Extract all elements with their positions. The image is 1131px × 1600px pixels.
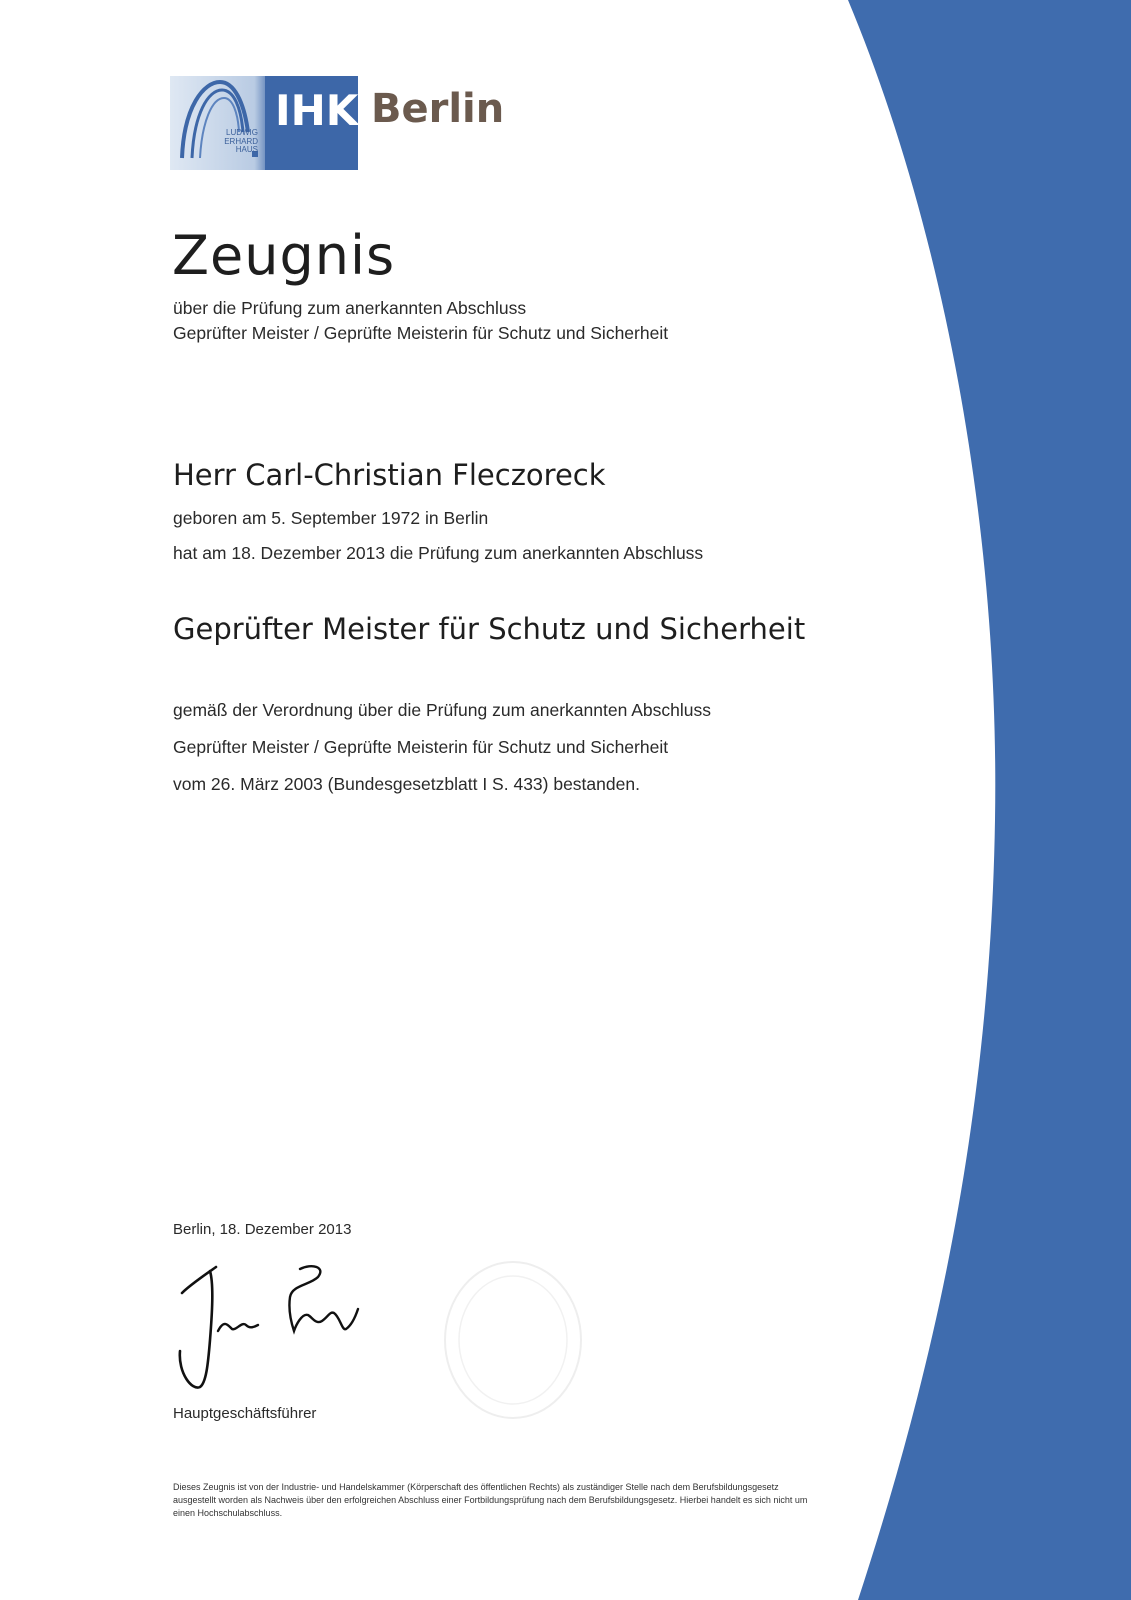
logo-ihk-text: IHK bbox=[275, 86, 359, 135]
ihk-berlin-logo bbox=[170, 76, 505, 170]
logo-house-label bbox=[222, 129, 258, 155]
legal-footnote: Dieses Zeugnis ist von der Industrie- und Handelskammer (Körperschaft des öffentlichen Rechts) als zuständiger Stelle nach dem Berufsbildungsgesetz ausgestellt worden als Nachweis über den erfolgreichen Abschluss einer Fortbildungsprüfung nach dem Berufsbildungsgesetz. Hierbei handelt es sich nicht um einen Hochschulabschluss. bbox=[173, 1482, 808, 1518]
regulation-line-1: gemäß der Verordnung über die Prüfung zum anerkannten Abschluss bbox=[173, 700, 711, 720]
recipient-name: Herr Carl-Christian Fleczoreck bbox=[173, 458, 606, 492]
logo-house-line: HAUS bbox=[235, 145, 258, 154]
exam-info: hat am 18. Dezember 2013 die Prüfung zum anerkannten Abschluss bbox=[173, 543, 704, 563]
regulation-line-2: Geprüfter Meister / Geprüfte Meisterin für Schutz und Sicherheit bbox=[173, 737, 669, 757]
birth-info: geboren am 5. September 1972 in Berlin bbox=[173, 508, 489, 528]
signer-role: Hauptgeschäftsführer bbox=[173, 1405, 317, 1422]
degree-title: Geprüfter Meister für Schutz und Sicherheit bbox=[173, 612, 806, 646]
issue-date-place: Berlin, 18. Dezember 2013 bbox=[173, 1221, 352, 1238]
logo-house-line: LUDWIG bbox=[226, 128, 258, 137]
subtitle-line-2: Geprüfter Meister / Geprüfte Meisterin für Schutz und Sicherheit bbox=[173, 323, 669, 343]
logo-berlin-text: Berlin bbox=[371, 86, 505, 132]
regulation-line-3: vom 26. März 2003 (Bundesgesetzblatt I S. 433) bestanden. bbox=[173, 774, 640, 794]
embossed-seal bbox=[438, 1255, 588, 1425]
handwritten-signature bbox=[170, 1255, 370, 1395]
document-title: Zeugnis bbox=[172, 224, 396, 287]
subtitle-line-1: über die Prüfung zum anerkannten Abschluss bbox=[173, 298, 527, 318]
logo-house-line: ERHARD bbox=[224, 136, 258, 146]
